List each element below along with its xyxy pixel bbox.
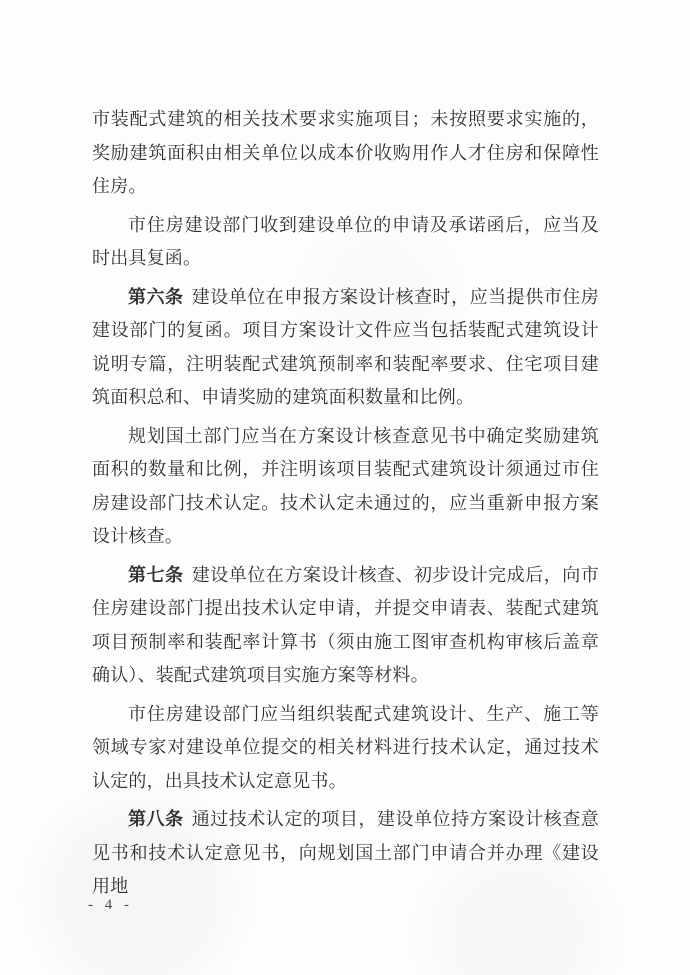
paragraph-text: 市装配式建筑的相关技术要求实施项目；未按照要求实施的，奖励建筑面积由相关单位以成本价收购用作人才住房和保障性住房。 [92,109,599,196]
article-7-head: 第七条 [128,564,184,585]
paragraph-text: 市住房建设部门收到建设单位的申请及承诺函后，应当及时出具复函。 [92,214,599,268]
paragraph-text: 建设单位在申报方案设计核查时，应当提供市住房建设部门的复函。项目方案设计文件应当包括装配式建筑设计说明专篇，注明装配式建筑预制率和装配率要求、住宅项目建筑面积总和、申请奖励的建筑面积数量和比例。 [92,286,599,407]
paragraph-text: 建设单位在方案设计核查、初步设计完成后，向市住房建设部门提出技术认定申请，并提交申请表、装配式建筑项目预制率和装配率计算书（须由施工图审查机构审核后盖章确认）、装配式建筑项目实施方案等材料。 [92,564,599,685]
article-6-paragraph [92,281,599,415]
paragraph [92,698,599,799]
article-8-paragraph [92,803,599,904]
paragraph-text: 通过技术认定的项目，建设单位持方案设计核查意见书和技术认定意见书，向规划国土部门申请合并办理《建设用地 [92,809,599,896]
paragraph [92,209,599,276]
article-8-head: 第八条 [128,809,184,829]
paragraph [92,420,599,554]
paragraph-text: 市住房建设部门应当组织装配式建筑设计、生产、施工等领域专家对建设单位提交的相关材料进行技术认定，通过技术认定的，出具技术认定意见书。 [92,703,599,791]
document-body [92,103,599,909]
page-number: - 4 - [88,897,133,913]
paragraph-continuation [92,103,599,204]
article-7-paragraph [92,559,599,693]
article-6-head: 第六条 [128,286,184,307]
paragraph-text: 规划国土部门应当在方案设计核查意见书中确定奖励建筑面积的数量和比例，并注明该项目装配式建筑设计须通过市住房建设部门技术认定。技术认定未通过的，应当重新申报方案设计核查。 [92,425,599,546]
